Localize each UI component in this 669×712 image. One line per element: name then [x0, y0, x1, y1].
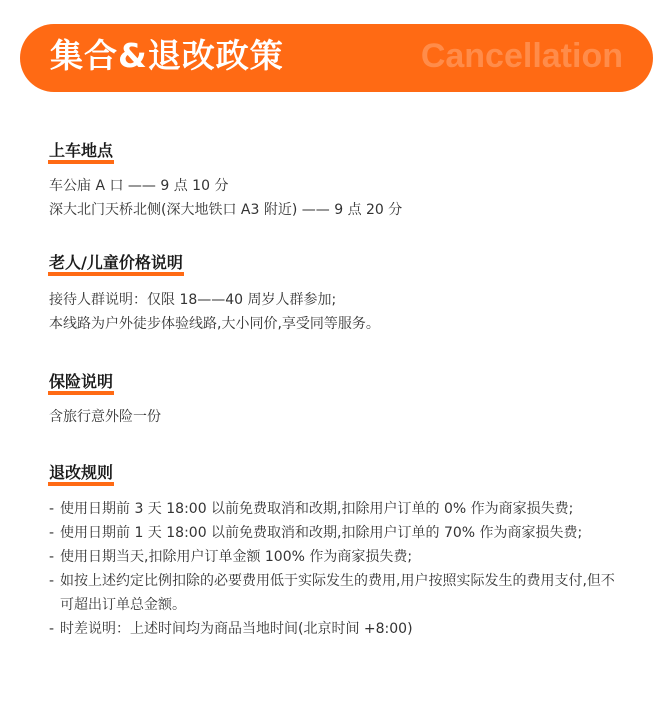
- heading-underline: [48, 482, 114, 486]
- refund-rule-item: - 时差说明：上述时间均为商品当地时间(北京时间 +8:00): [49, 617, 624, 641]
- insurance-line: 含旅行意外险一份: [49, 409, 161, 425]
- pickup-section: [49, 140, 113, 164]
- price-line: 接待人群说明：仅限 18——40 周岁人群参加;: [49, 292, 337, 308]
- price-lines: [49, 288, 380, 336]
- page-title: 集合&退改政策: [50, 36, 284, 75]
- pickup-heading: 上车地点: [49, 140, 113, 164]
- bullet-dash: -: [49, 573, 55, 589]
- refund-rules: [49, 497, 624, 641]
- price-line: 本线路为户外徒步体验线路,大小同价,享受同等服务。: [49, 316, 380, 332]
- insurance-lines: [49, 405, 161, 429]
- pickup-lines: [49, 174, 402, 222]
- price-section: [49, 252, 183, 276]
- bullet-dash: -: [49, 525, 55, 541]
- banner-subtitle: Cancellation: [420, 37, 623, 75]
- heading-underline: [48, 391, 114, 395]
- insurance-heading: 保险说明: [49, 371, 113, 395]
- heading-underline: [48, 272, 184, 276]
- pickup-line: 深大北门天桥北侧(深大地铁口 A3 附近) —— 9 点 20 分: [49, 202, 403, 218]
- bullet-dash: -: [49, 621, 55, 637]
- refund-heading: 退改规则: [49, 462, 113, 486]
- price-heading: 老人/儿童价格说明: [49, 252, 183, 276]
- insurance-section: [49, 371, 113, 395]
- refund-rule-item: - 使用日期当天,扣除用户订单金额 100% 作为商家损失费;: [49, 545, 624, 569]
- refund-rule-item: - 使用日期前 3 天 18:00 以前免费取消和改期,扣除用户订单的 0% 作为商家损失费;: [49, 497, 624, 521]
- refund-rule-item: - 使用日期前 1 天 18:00 以前免费取消和改期,扣除用户订单的 70% 作为商家损失费;: [49, 521, 624, 545]
- refund-section: [49, 462, 113, 486]
- refund-rule-item: - 如按上述约定比例扣除的必要费用低于实际发生的费用,用户按照实际发生的费用支付,但不可超出订单总金额。: [49, 569, 624, 617]
- bullet-dash: -: [49, 501, 55, 517]
- bullet-dash: -: [49, 549, 55, 565]
- pickup-line: 车公庙 A 口 —— 9 点 10 分: [49, 178, 229, 194]
- header-banner: [20, 24, 653, 92]
- heading-underline: [48, 160, 114, 164]
